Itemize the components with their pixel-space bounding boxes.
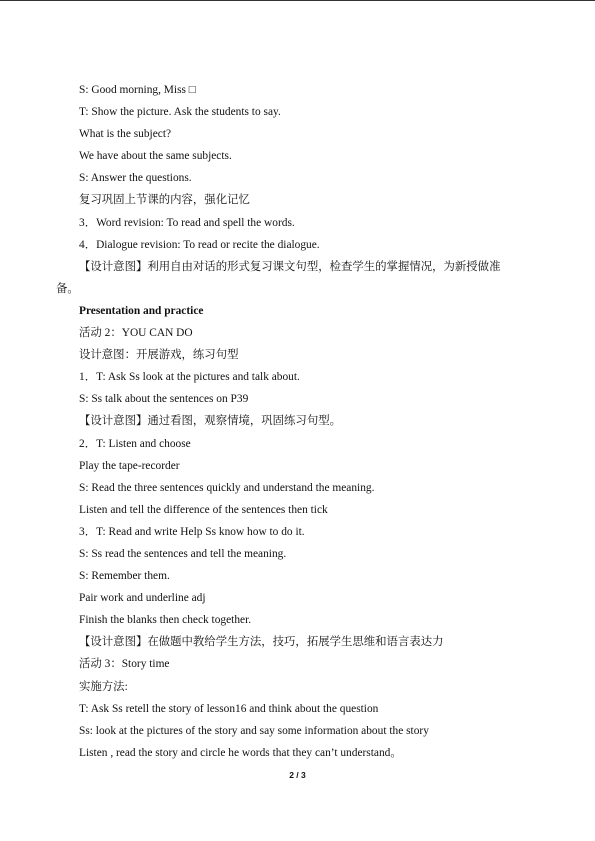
text-line: 1．T: Ask Ss look at the pictures and talk about. [79,371,300,384]
top-border-line [0,0,595,1]
text-line: 设计意图：开展游戏，练习句型 [79,349,239,362]
text-line: Play the tape-recorder [79,459,180,472]
text-line: 4．Dialogue revision: To read or recite the dialogue. [79,238,320,251]
text-line: S: Ss talk about the sentences on P39 [79,393,249,406]
text-line: T: Show the picture. Ask the students to say. [79,106,281,119]
page-number: 2 / 3 [289,770,306,780]
text-line: What is the subject? [79,128,172,141]
text-line: S: Good morning, Miss □ [79,84,196,96]
document-body [0,79,595,764]
text-line: Listen , read the story and circle he words that they can’t understand。 [79,746,402,759]
text-line: 实施方法: [79,680,128,693]
text-line: 活动 2：YOU CAN DO [79,327,193,340]
text-line: 活动 3：Story time [79,658,170,671]
text-line: 2．T: Listen and choose [79,437,191,450]
design-note-continuation: 备。 [56,282,79,295]
text-line: Ss: look at the pictures of the story and say some information about the story [79,724,429,737]
design-note: 【设计意图】利用自由对话的形式复习课文句型，检查学生的掌握情况，为新授做准 [79,260,501,273]
text-line: 3．T: Read and write Help Ss know how to do it. [79,525,305,538]
text-line: Finish the blanks then check together. [79,614,252,627]
design-note: 【设计意图】在做题中教给学生方法，技巧，拓展学生思维和语言表达力 [79,636,444,649]
text-line: S: Remember them. [79,570,170,583]
section-heading: Presentation and practice [79,304,204,317]
text-line: Listen and tell the difference of the sentences then tick [79,503,328,516]
design-note: 【设计意图】通过看图，观察情境，巩固练习句型。 [79,415,341,428]
text-line: S: Answer the questions. [79,172,192,185]
text-line: Pair work and underline adj [79,592,206,605]
text-line: 复习巩固上节课的内容，强化记忆 [79,194,250,207]
text-line: T: Ask Ss retell the story of lesson16 and think about the question [79,702,379,715]
text-line: We have about the same subjects. [79,150,232,163]
text-line: S: Read the three sentences quickly and understand the meaning. [79,481,375,494]
text-line: 3．Word revision: To read and spell the words. [79,216,295,229]
text-line: S: Ss read the sentences and tell the meaning. [79,547,287,560]
